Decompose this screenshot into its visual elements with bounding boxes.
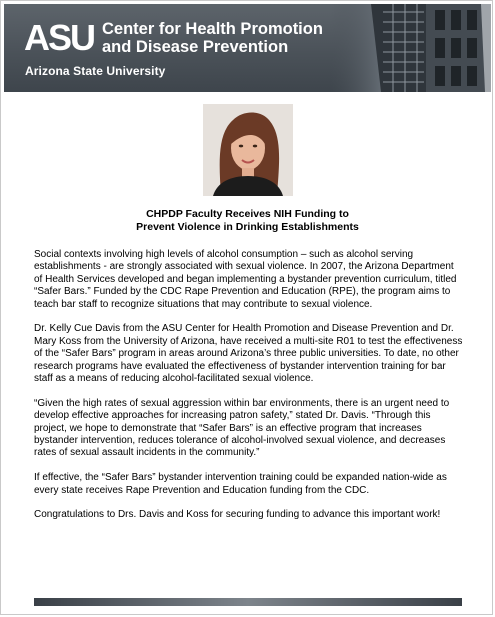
- asu-logo: ASU: [24, 17, 95, 58]
- article-body: [34, 249, 464, 534]
- article-title-line2: Prevent Violence in Drinking Establishments: [136, 221, 359, 233]
- paragraph: Congratulations to Drs. Davis and Koss for securing funding to advance this important work!: [34, 509, 441, 521]
- paragraph: If effective, the “Safer Bars” bystander intervention training could be expanded nation-wide as every state receives Rape Prevention and Education funding from the CDC.: [34, 472, 447, 496]
- paragraph: Social contexts involving high levels of alcohol consumption – such as alcohol serving establishments - are strongly associated with sexual violence. In 2007, the Arizona Department of Health Services developed and began implementing a bystander prevention curriculum, titled “Safer Bars.” Funded by the CDC Rape Prevention and Education (RPE), the program aims to teach bar staff to recognize situations that may contribute to sexual violence.: [34, 249, 457, 310]
- header-banner: [4, 4, 491, 92]
- center-name: [102, 20, 362, 56]
- center-name-line2: and Disease Prevention: [102, 38, 289, 56]
- footer-bar: [34, 598, 462, 606]
- portrait-photo: [203, 104, 293, 196]
- university-name: Arizona State University: [25, 64, 166, 78]
- article-title-line1: CHPDP Faculty Receives NIH Funding to: [146, 208, 349, 220]
- paragraph: “Given the high rates of sexual aggression within bar environments, there is an urgent need to develop effective approaches for increasing patron safety,” stated Dr. Davis. “Through this project, we hope to demonstrate that “Safer Bars” is an effective program that increases bystander intervention, reduces tolerance of alcohol-involved sexual violence, and decreases rates of sexual assault incidents in the community.”: [34, 397, 450, 459]
- center-name-line1: Center for Health Promotion: [102, 20, 323, 38]
- article-title: [40, 208, 455, 234]
- paragraph: Dr. Kelly Cue Davis from the ASU Center for Health Promotion and Disease Prevention and Dr. Mary Koss from the University of Arizona, have received a multi-site R01 to test the effectiveness of the “Safer Bars” program in areas around Arizona’s three public universities. To date, no other research programs have evaluated the effectiveness of bystander intervention training for bar staff as a means of reducing alcohol-facilitated sexual violence.: [34, 323, 463, 385]
